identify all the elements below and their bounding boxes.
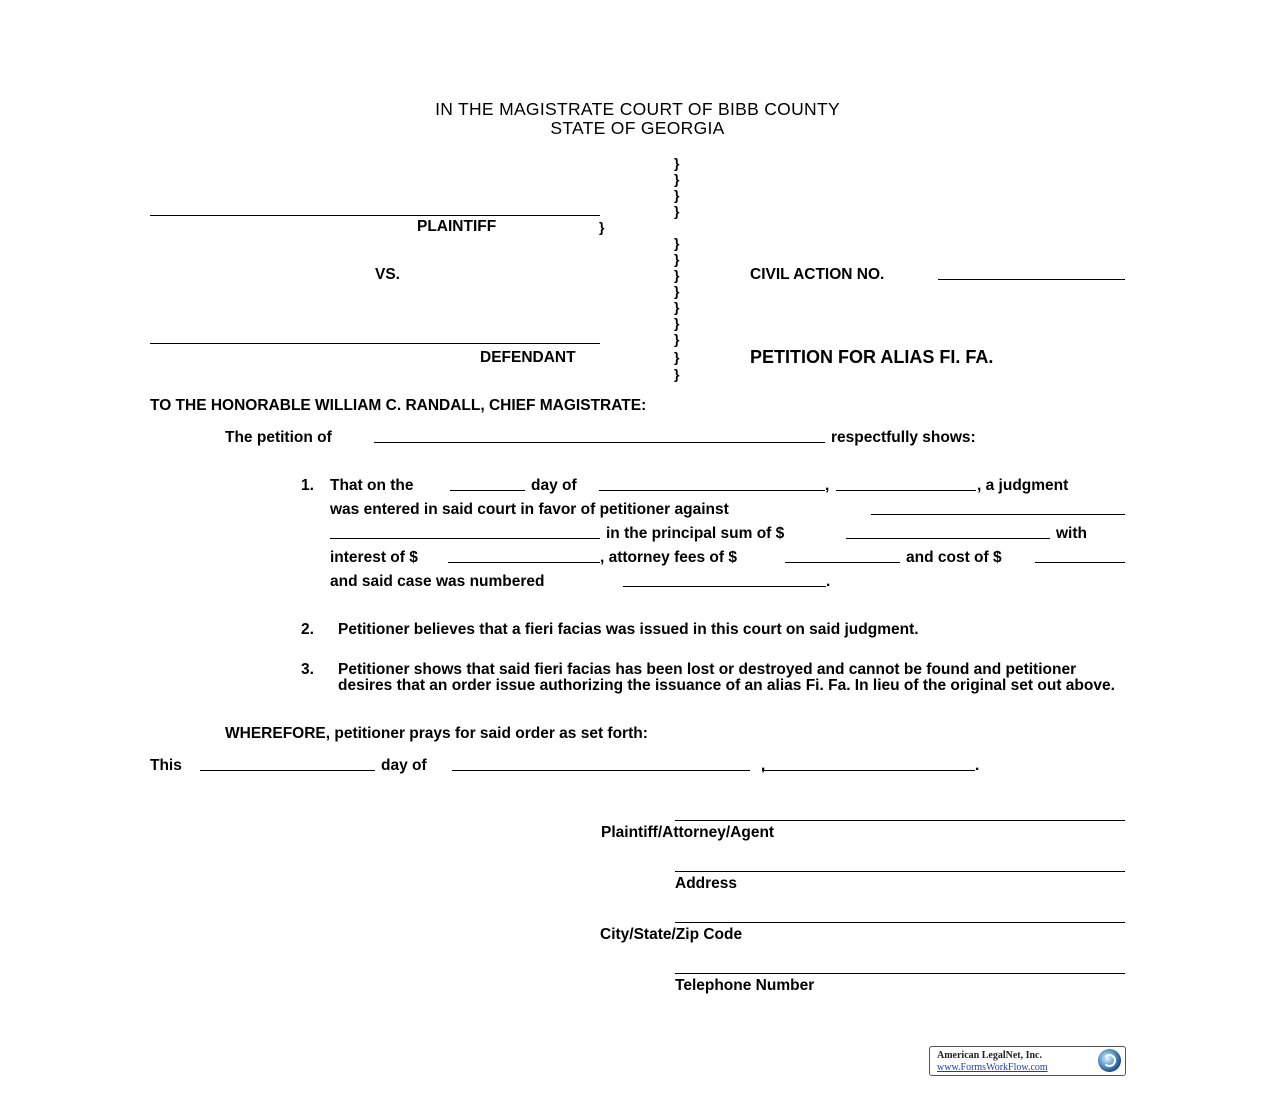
date-line-text: , [761, 757, 766, 774]
item1-text: day of [531, 477, 577, 494]
judgment-year-line[interactable] [836, 490, 976, 491]
address-line[interactable] [675, 871, 1125, 872]
item1-text: interest of $ [330, 549, 418, 566]
signing-month-line[interactable] [452, 770, 750, 771]
address-label: Address [675, 875, 738, 892]
item3-number: 3. [301, 661, 314, 678]
telephone-line[interactable] [675, 973, 1125, 974]
petition-title: PETITION FOR ALIAS FI. FA. [750, 347, 994, 367]
principal-sum-line[interactable] [846, 538, 1050, 539]
caption-brace: } [674, 235, 680, 251]
intro-prefix: The petition of [225, 429, 332, 446]
plaintiff-attorney-agent-label: Plaintiff/Attorney/Agent [601, 824, 775, 841]
caption-brace: } [674, 331, 680, 347]
caption-brace: } [674, 171, 680, 187]
logo-name: American LegalNet, Inc. [937, 1050, 1042, 1061]
item1-text: with [1056, 525, 1087, 542]
item1-text: , a judgment [977, 477, 1069, 494]
city-state-zip-label: City/State/Zip Code [600, 926, 743, 943]
american-legalnet-logo[interactable] [929, 1046, 1126, 1076]
caption-brace: } [674, 349, 680, 365]
intro-suffix: respectfully shows: [831, 429, 976, 446]
petitioner-name-line[interactable] [374, 442, 825, 443]
defendant-name-line[interactable] [150, 343, 600, 344]
item1-text: and cost of $ [906, 549, 1002, 566]
item1-text: . [826, 573, 831, 590]
attorney-fees-line[interactable] [785, 562, 900, 563]
city-state-zip-line[interactable] [675, 922, 1125, 923]
caption-brace: } [599, 219, 605, 235]
item2-number: 2. [301, 621, 314, 638]
case-number-line[interactable] [623, 586, 826, 587]
item1-text: in the principal sum of $ [606, 525, 785, 542]
signing-year-line[interactable] [762, 770, 975, 771]
item1-text: , attorney fees of $ [600, 549, 737, 566]
court-title: IN THE MAGISTRATE COURT OF BIBB COUNTY [435, 99, 840, 119]
judgment-against-line-2[interactable] [330, 538, 600, 539]
civil-action-label: CIVIL ACTION NO. [750, 266, 885, 283]
caption-brace: } [674, 299, 680, 315]
item2-text: Petitioner believes that a fieri facias was issued in this court on said judgment. [338, 621, 919, 638]
logo-url[interactable]: www.FormsWorkFlow.com [937, 1062, 1048, 1073]
defendant-label: DEFENDANT [480, 349, 576, 366]
civil-action-number-line[interactable] [938, 279, 1125, 280]
vs-label: VS. [375, 266, 400, 283]
wherefore-text: WHEREFORE, petitioner prays for said order as set forth: [225, 725, 648, 742]
item1-text: That on the [330, 477, 414, 494]
plaintiff-name-line[interactable] [150, 215, 600, 216]
item1-text: , [825, 477, 830, 494]
addressee-line: TO THE HONORABLE WILLIAM C. RANDALL, CHIEF MAGISTRATE: [150, 397, 647, 414]
judgment-against-line[interactable] [871, 514, 1125, 515]
caption-brace: } [674, 283, 680, 299]
caption-brace: } [674, 315, 680, 331]
date-line-text: day of [381, 757, 427, 774]
judgment-day-line[interactable] [450, 490, 525, 491]
cost-amount-line[interactable] [1035, 562, 1125, 563]
caption-brace: } [674, 251, 680, 267]
signature-line[interactable] [675, 820, 1125, 821]
item1-text: and said case was numbered [330, 573, 545, 590]
caption-brace: } [674, 203, 680, 219]
plaintiff-label: PLAINTIFF [417, 218, 497, 235]
caption-brace: } [674, 155, 680, 171]
item3-text: Petitioner shows that said fieri facias has been lost or destroyed and cannot be found and petitioner desires that an order issue authorizing the issuance of an alias Fi. Fa. In lieu of the original set out above. [338, 661, 1115, 694]
caption-brace: } [674, 187, 680, 203]
date-line-text: . [975, 757, 980, 774]
interest-amount-line[interactable] [448, 562, 600, 563]
judgment-month-line[interactable] [599, 490, 825, 491]
item1-number: 1. [301, 477, 314, 494]
caption-brace: } [674, 366, 680, 382]
state-title: STATE OF GEORGIA [550, 118, 725, 138]
date-line-text: This [150, 757, 182, 774]
globe-icon [1098, 1049, 1121, 1072]
signing-day-line[interactable] [200, 770, 375, 771]
telephone-label: Telephone Number [675, 977, 815, 994]
caption-brace: } [674, 267, 680, 283]
item1-text: was entered in said court in favor of petitioner against [330, 501, 729, 518]
